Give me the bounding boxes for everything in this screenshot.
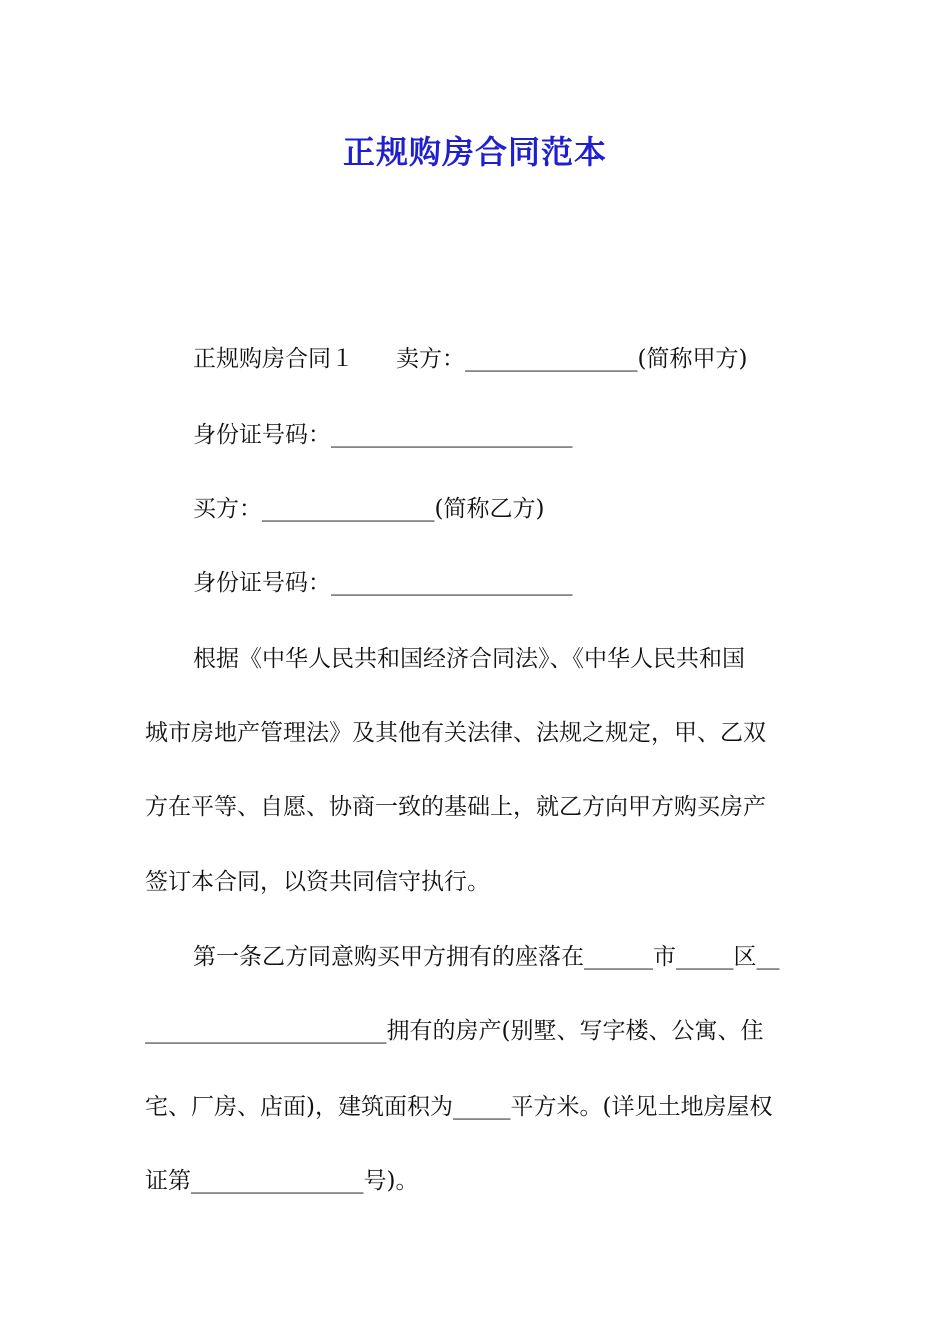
contract-subtitle: 正规购房合同１ <box>193 346 354 372</box>
buyer-id-line: 身份证号码：_____________________ <box>193 570 573 596</box>
seller-field: 卖方：_______________(简称甲方) <box>396 346 748 372</box>
paragraph-line: 签订本合同，以资共同信守执行。 <box>145 869 490 895</box>
document-title: 正规购房合同范本 <box>342 133 607 171</box>
buyer-line: 买方：_______________(简称乙方) <box>193 496 545 522</box>
article-line: 第一条乙方同意购买甲方拥有的座落在______市_____区__ <box>193 944 780 970</box>
paragraph-line: 城市房地产管理法》及其他有关法律、法规之规定，甲、乙双 <box>145 720 766 746</box>
contract-heading-seller-line <box>145 343 805 375</box>
article-line: 证第_______________号)。 <box>145 1168 419 1194</box>
paragraph-line: 根据《中华人民共和国经济合同法》、《中华人民共和国 <box>193 646 745 672</box>
article-line: _____________________拥有的房产(别墅、写字楼、公寓、住 <box>145 1018 764 1044</box>
seller-id-line: 身份证号码：_____________________ <box>193 422 573 448</box>
paragraph-line: 方在平等、自愿、协商一致的基础上，就乙方向甲方购买房产 <box>145 794 766 820</box>
article-line: 宅、厂房、店面)，建筑面积为_____平方米。(详见土地房屋权 <box>145 1094 773 1120</box>
